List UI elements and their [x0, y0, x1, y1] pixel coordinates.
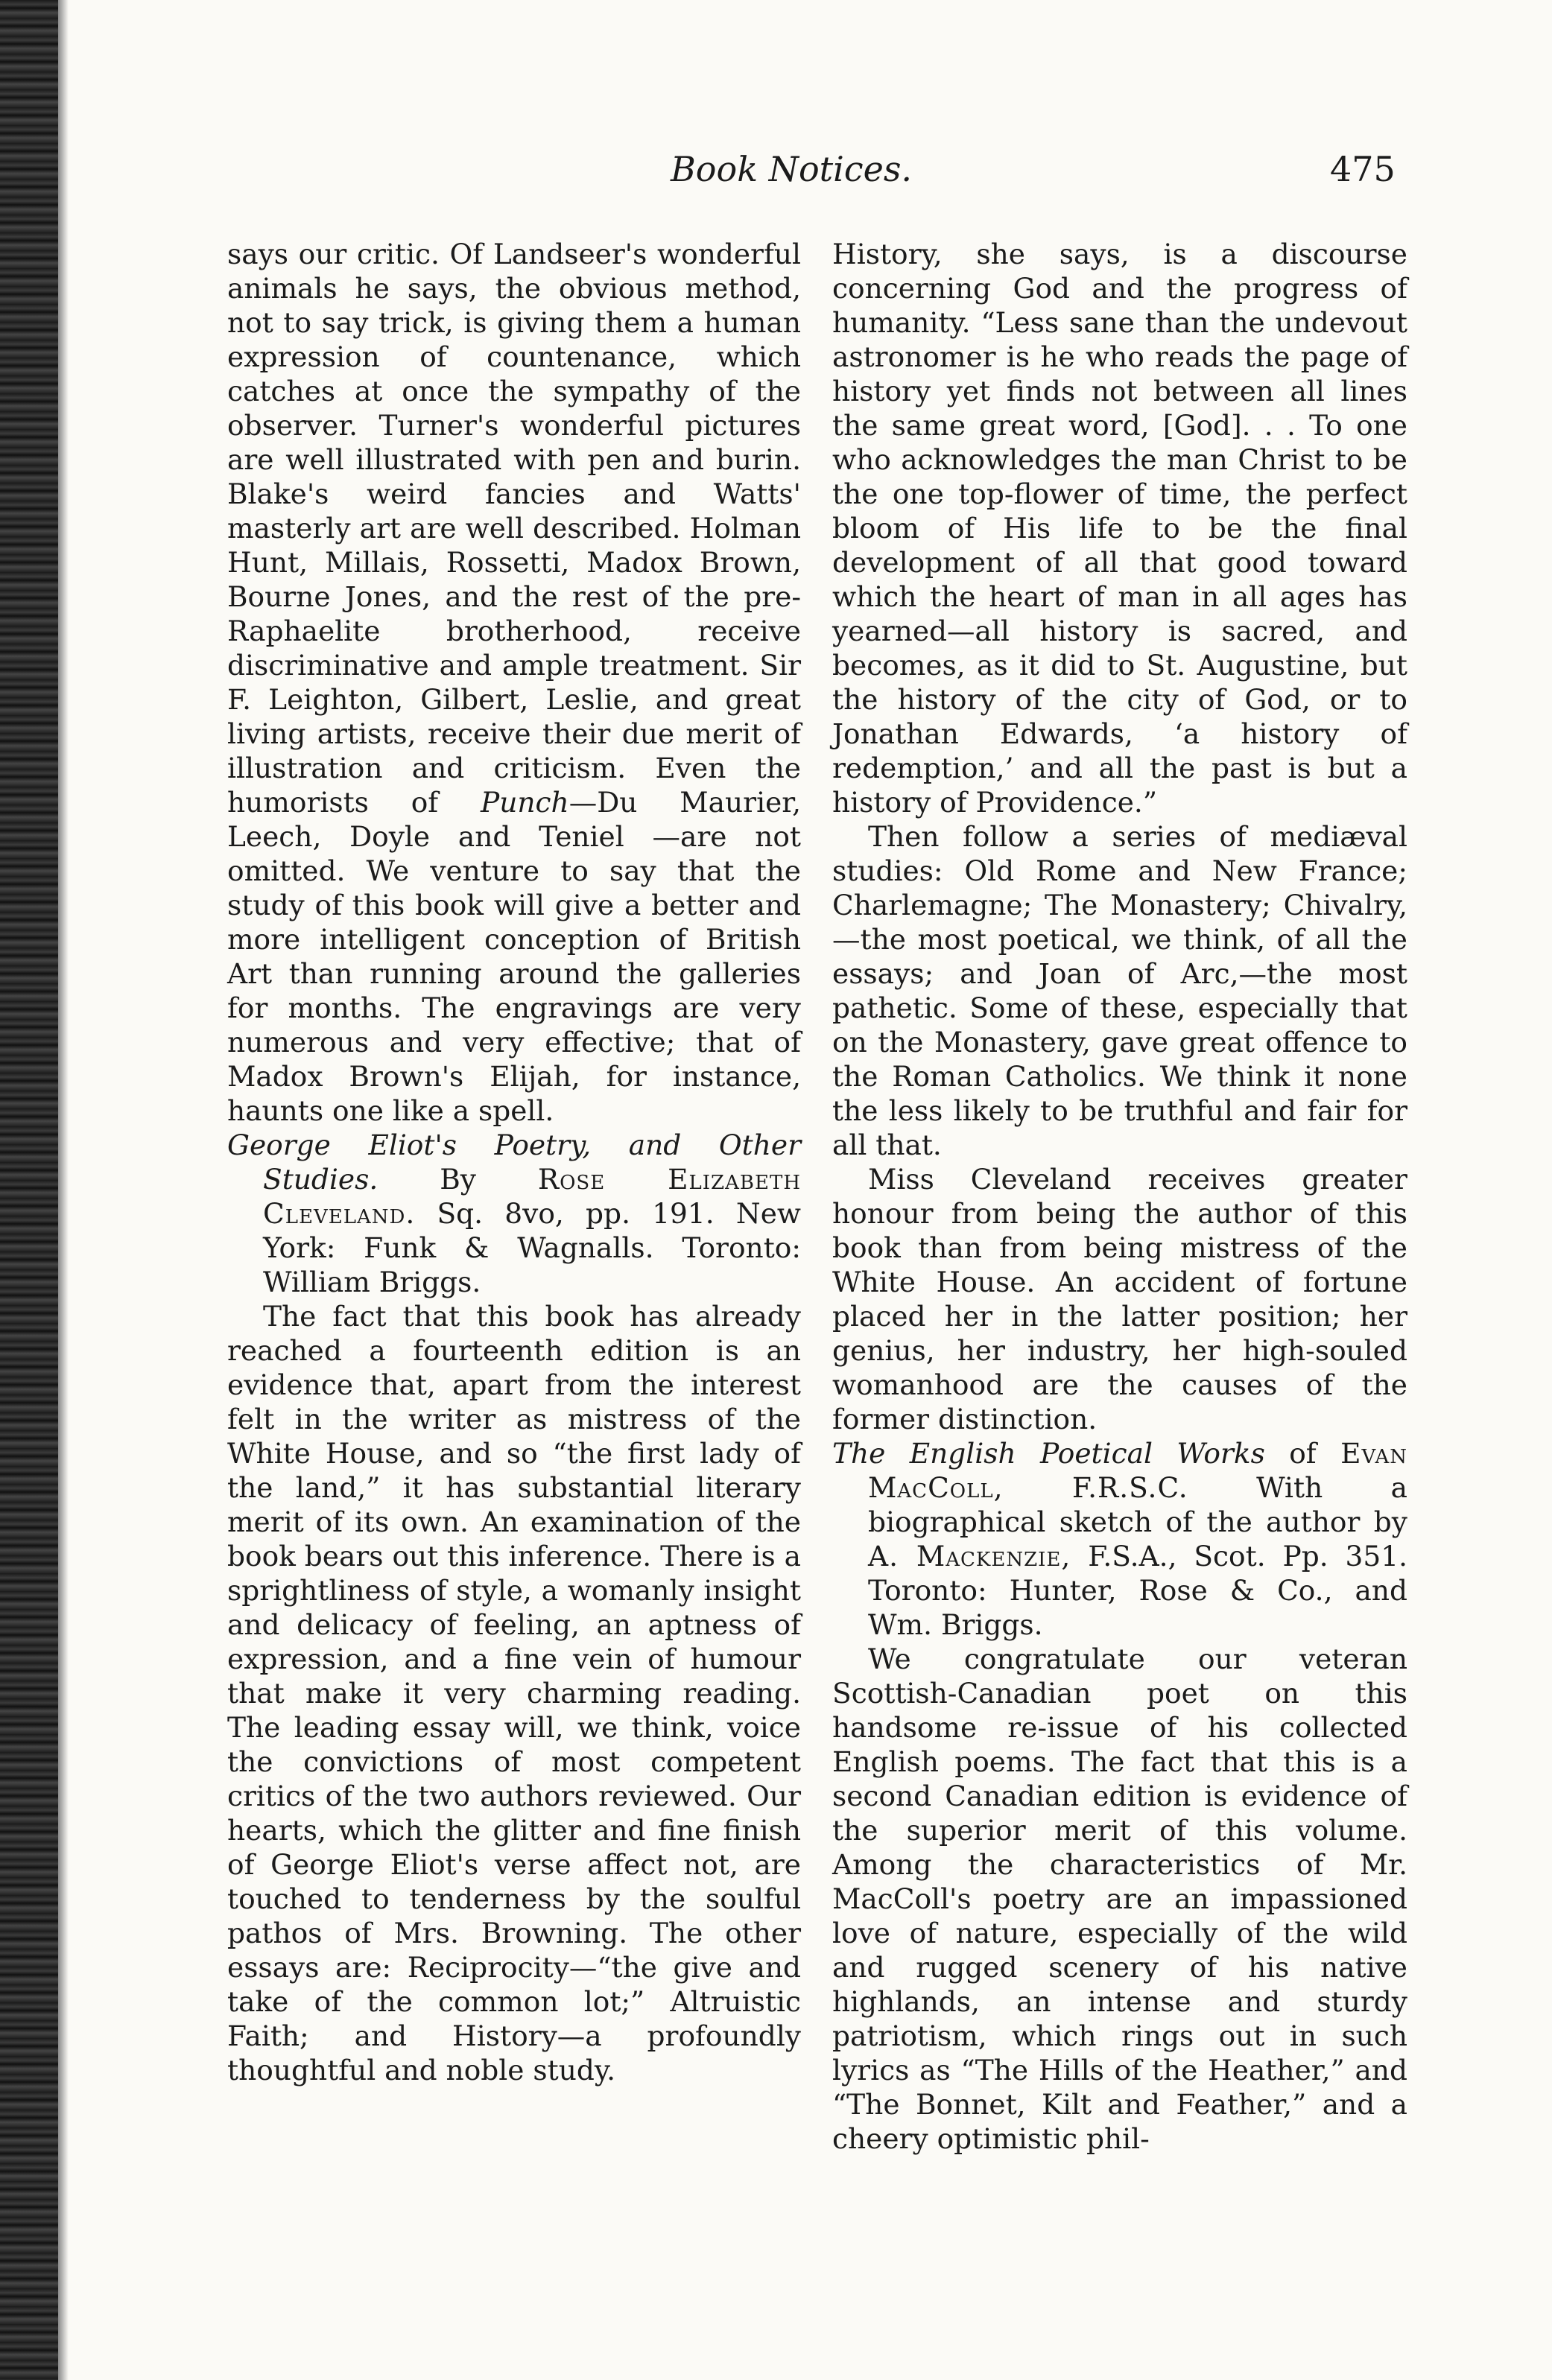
page-gutter: [58, 0, 69, 2380]
maccoll-editor: A. Mackenzie,: [868, 1540, 1071, 1573]
maccoll-review: We congratulate our veteran Scottish-Canadian poet on this handsome re-issue of his collected English poems. The fact that this is a second Canadian edition is evidence of the superior merit of this volume. Among the characteristics of Mr. MacColl's poetry are an impassioned love of nature, especially of the wild and rugged scenery of his native highlands, an intense and sturdy patriotism, which rings out in such lyrics as “The Hills of the Heather,” and “The Bonnet, Kilt and Feather,” and a cheery optimistic phil-: [832, 1643, 1407, 2155]
maccoll-middle: With a biographical sketch of the author by: [868, 1471, 1407, 1538]
eliot-book-notice: [227, 1128, 801, 1299]
cleveland-paragraph: Miss Cleveland receives greater honour from being the author of this book than from being mistress of the White House. An accident of fortune placed her in the latter position; her genius, her industry, her high-souled womanhood are the causes of the former distinction.: [832, 1163, 1407, 1435]
medieval-paragraph: Then follow a series of mediæval studies: Old Rome and New France; Charlemagne; The Monastery; Chivalry,—the most poetical, we think, of all the essays; and Joan of Arc,—the most pathetic. Some of these, especially that on the Monastery, gave great offence to the Roman Catholics. We think it none the less likely to be truthful and fair for all that.: [832, 820, 1407, 1161]
maccoll-book-title: The English Poetical Works: [832, 1437, 1265, 1470]
history-paragraph: History, she says, is a discourse concerning God and the progress of humanity. “Less sane than the undevout astronomer is he who reads the page of history yet finds not between all lines the same great word, [God]. . . To one who acknowledges the man Christ to be the one top-flower of time, the perfect bloom of His life to be the final development of all that good toward which the heart of man in all ages has yearned—all history is sacred, and becomes, as it did to St. Augustine, but the history of the city of God, or to Jonathan Edwards, ‘a history of redemption,’ and all the past is but a history of Providence.”: [832, 238, 1407, 819]
landseer-text: says our critic. Of Landseer's wonderful animals he says, the obvious method, not to say trick, is giving them a human expression of countenance, which catches at once the sympathy of the observer. Turner's wonderful pictures are well illustrated with pen and burin. Blake's weird fancies and Watts' masterly art are well described. Holman Hunt, Millais, Rossetti, Madox Brown, Bourne Jones, and the rest of the pre-Raphaelite brotherhood, receive discriminative and ample treatment. Sir F. Leighton, Gilbert, Leslie, and great living artists, receive their due merit of illustration and criticism. Even the humorists of: [227, 238, 801, 819]
maccoll-author: Evan MacColl, F.R.S.C.: [868, 1437, 1408, 1504]
eliot-author: Rose Elizabeth Cleveland.: [263, 1163, 801, 1230]
right-column: [832, 237, 1407, 2156]
running-head: Book Notices.: [671, 149, 913, 189]
maccoll-details: F.S.A., Scot. Pp. 351. Toronto: Hunter, Rose & Co., and Wm. Briggs.: [868, 1540, 1407, 1641]
landseer-paragraph: [227, 237, 801, 1128]
eliot-details: Sq. 8vo, pp. 191. New York: Funk & Wagnalls. Toronto: William Briggs.: [263, 1197, 802, 1298]
book-spine-shadow: [0, 0, 58, 2380]
page-number: 475: [1330, 149, 1396, 189]
eliot-by: By: [440, 1163, 476, 1196]
maccoll-book-notice: [832, 1436, 1407, 1642]
eliot-review: The fact that this book has already reached a fourteenth edition is an evidence that, apart from the interest felt in the writer as mistress of the White House, and so “the first lady of the land,” it has substantial literary merit of its own. An examination of the book bears out this inference. There is a sprightliness of style, a womanly insight and delicacy of feeling, an aptness of expression, and a fine vein of humour that make it very charming reading. The leading essay will, we think, voice the convictions of most competent critics of the two authors reviewed. Our hearts, which the glitter and fine finish of George Eliot's verse affect not, are touched to tenderness by the soulful pathos of Mrs. Browning. The other essays are: Reciprocity—“the give and take of the common lot;” Altruistic Faith; and History—a profoundly thoughtful and noble study.: [227, 1300, 801, 2087]
eliot-book-title: George Eliot's Poetry, and Other Studies.: [227, 1129, 801, 1196]
left-column: [227, 237, 801, 2087]
landseer-text-end: —Du Maurier, Leech, Doyle and Teniel —are not omitted. We venture to say that the study of this book will give a better and more intelligent conception of British Art than running around the galleries for months. The engravings are very numerous and very effective; that of Madox Brown's Elijah, for instance, haunts one like a spell.: [227, 786, 801, 1127]
maccoll-of: of: [1289, 1437, 1317, 1470]
punch-title: Punch: [481, 786, 569, 819]
